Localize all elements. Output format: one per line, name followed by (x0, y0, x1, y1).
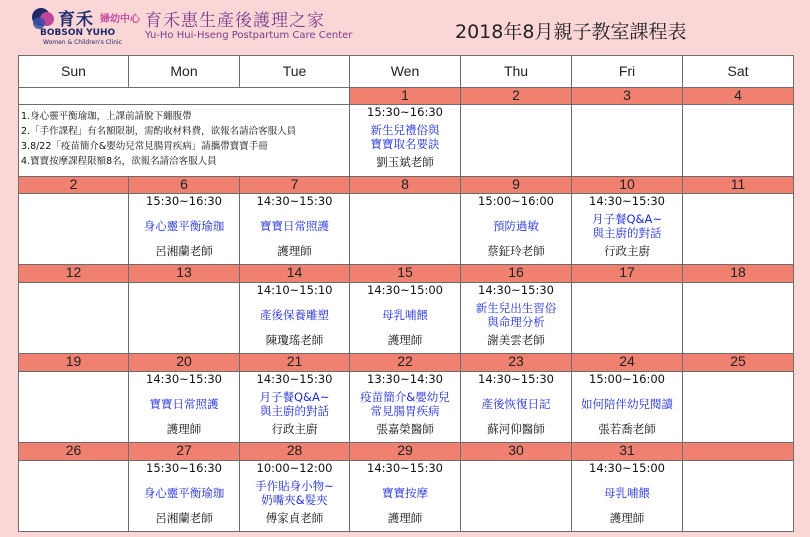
course-cell (240, 194, 350, 265)
course-topic-line: 與主廚的對話 (260, 403, 329, 418)
course-teacher: 護理師 (609, 510, 645, 525)
date-cell: 31 (572, 443, 683, 461)
date-cell: 21 (240, 354, 350, 372)
course-cell (572, 460, 683, 531)
course-teacher: 呂湘蘭老師 (155, 244, 213, 259)
course-topic-line: 預防過敏 (493, 219, 539, 234)
course-time: 15:30~16:30 (146, 194, 222, 209)
course-topic-line: 月子餐Q&A~ (591, 212, 663, 227)
logo-chinese-name: 育禾 (58, 10, 94, 30)
date-cell: 1 (350, 87, 461, 105)
course-time: 14:30~15:30 (478, 283, 554, 297)
course-teacher: 呂湘蘭老師 (155, 510, 213, 525)
course-time: 13:30~14:30 (367, 371, 443, 386)
course-teacher: 護理師 (387, 333, 423, 347)
logo-chinese-subtitle: 婦幼中心 (100, 14, 140, 25)
date-cell: 7 (240, 176, 350, 194)
date-cell: 8 (350, 176, 461, 194)
date-cell: 4 (683, 87, 794, 105)
date-cell: 27 (129, 443, 240, 461)
course-teacher: 張若喬老師 (598, 421, 656, 436)
events-row (19, 283, 794, 354)
note-line: 4.寶寶按摩課程限額8名，欲報名請洽客服人員 (21, 156, 217, 168)
page-title: 2018年8月親子教室課程表 (455, 21, 687, 43)
date-row (19, 443, 794, 461)
course-topic-line: 常見腸胃疾病 (370, 403, 440, 418)
course-topic-line: 與命理分析 (487, 315, 545, 329)
date-row (19, 87, 794, 105)
date-cell: 22 (350, 354, 461, 372)
course-topic-line: 手作貼身小物~ (255, 478, 334, 493)
course-cell (240, 371, 350, 442)
course-topic (144, 486, 225, 500)
empty-course-cell (350, 194, 461, 265)
events-row (19, 105, 794, 176)
events-row (19, 460, 794, 531)
course-topic-line: 母乳哺餵 (604, 485, 650, 500)
date-cell: 11 (683, 176, 794, 194)
course-topic-line: 與主廚的對話 (592, 226, 662, 241)
course-time: 14:30~15:30 (367, 460, 443, 475)
date-cell: 18 (683, 265, 794, 283)
date-cell: 15 (350, 265, 461, 283)
empty-course-cell (572, 105, 683, 176)
date-row (19, 265, 794, 283)
date-cell: 28 (240, 443, 350, 461)
course-teacher: 傅家貞老師 (265, 510, 324, 525)
date-cell: 14 (240, 265, 350, 283)
date-cell: 29 (350, 443, 461, 461)
course-teacher: 陳瓊瑤老師 (265, 333, 324, 347)
course-cell (572, 194, 683, 265)
course-cell (129, 371, 240, 442)
empty-course-cell (19, 194, 129, 265)
course-topic (144, 219, 225, 233)
weekday-header: Sun (19, 56, 129, 88)
course-time: 14:30~15:30 (146, 371, 222, 386)
note-line: 3.8/22「疫苗簡介&嬰幼兒常見腸胃疾病」請攜帶寶寶手冊 (21, 141, 268, 153)
empty-course-cell (572, 283, 683, 354)
empty-date-cell (19, 87, 350, 105)
empty-course-cell (683, 283, 794, 354)
empty-course-cell (461, 105, 572, 176)
date-cell: 23 (461, 354, 572, 372)
course-cell (240, 283, 350, 354)
course-topic (592, 212, 662, 240)
course-cell (129, 460, 240, 531)
date-cell: 10 (572, 176, 683, 194)
course-time: 14:30~15:00 (367, 283, 443, 297)
date-cell: 9 (461, 176, 572, 194)
course-topic (382, 308, 428, 322)
course-topic-line: 新生兒出生習俗 (475, 301, 557, 315)
course-topic-line: 新生兒禮俗與 (370, 123, 440, 138)
logo-english-name: BOBSON YUHO (40, 28, 116, 38)
course-cell (461, 194, 572, 265)
empty-course-cell (19, 283, 129, 354)
course-topic (371, 123, 440, 151)
date-row (19, 176, 794, 194)
course-topic (476, 301, 557, 329)
course-topic (259, 390, 329, 418)
notes-cell (19, 105, 350, 176)
course-topic (260, 219, 329, 233)
weekday-header: Tue (240, 56, 350, 88)
date-cell: 30 (461, 443, 572, 461)
course-topic-line: 奶嘴夾&髮夾 (261, 492, 328, 507)
course-teacher: 護理師 (277, 244, 312, 259)
course-topic (255, 479, 334, 507)
course-topic-line: 月子餐Q&A~ (259, 389, 330, 404)
course-topic-line: 疫苗簡介&嬰幼兒 (360, 389, 450, 404)
date-cell (683, 443, 794, 461)
course-time: 14:30~15:30 (256, 194, 333, 209)
center-name: 育禾惠生產後護理之家 (145, 11, 325, 31)
logo-english-subtitle: Women & Children's Clinic (43, 39, 123, 46)
date-cell: 6 (129, 176, 240, 194)
course-cell (350, 371, 461, 442)
course-teacher: 護理師 (166, 421, 202, 436)
date-cell: 2 (19, 176, 129, 194)
date-cell: 17 (572, 265, 683, 283)
course-teacher: 行政主廚 (604, 244, 650, 259)
course-teacher: 蔡鉦玲老師 (487, 244, 545, 259)
date-cell: 25 (683, 354, 794, 372)
course-topic (493, 219, 539, 233)
empty-course-cell (461, 460, 572, 531)
course-topic (360, 390, 449, 418)
course-teacher: 張嘉榮醫師 (376, 421, 434, 436)
course-time: 10:00~12:00 (256, 460, 333, 475)
course-topic (482, 397, 551, 411)
course-cell (350, 460, 461, 531)
weekday-header: Fri (572, 56, 683, 88)
date-cell: 26 (19, 443, 129, 461)
events-row (19, 371, 794, 442)
date-cell: 3 (572, 87, 683, 105)
date-cell: 20 (129, 354, 240, 372)
course-cell (461, 283, 572, 354)
course-time: 14:30~15:30 (256, 371, 333, 386)
empty-course-cell (683, 105, 794, 176)
course-time: 14:30~15:30 (589, 194, 665, 209)
course-calendar (18, 55, 794, 532)
course-cell (350, 105, 461, 176)
note-line: 1.身心靈平衡瑜珈，上課前請脫下纏腹帶 (21, 111, 192, 123)
course-topic-line: 寶寶日常照護 (260, 219, 329, 234)
course-time: 15:00~16:00 (589, 371, 665, 386)
course-time: 14:10~15:10 (256, 283, 333, 297)
course-teacher: 護理師 (387, 510, 423, 525)
course-teacher: 行政主廚 (271, 421, 318, 436)
course-teacher: 蘇河仰醫師 (487, 421, 545, 436)
course-topic (150, 397, 219, 411)
weekday-header: Thu (461, 56, 572, 88)
course-topic (260, 308, 329, 322)
weekday-header: Sat (683, 56, 794, 88)
events-row (19, 194, 794, 265)
course-cell (350, 283, 461, 354)
course-time: 14:30~15:00 (589, 460, 665, 475)
date-cell: 13 (129, 265, 240, 283)
course-topic-line: 身心靈平衡瑜珈 (143, 219, 225, 234)
course-topic-line: 寶寶按摩 (382, 485, 428, 500)
course-time: 14:30~15:30 (478, 371, 554, 386)
course-topic-line: 如何陪伴幼兒閱讀 (581, 396, 673, 411)
course-teacher: 謝美雲老師 (487, 333, 545, 347)
empty-course-cell (19, 371, 129, 442)
course-topic (581, 397, 673, 411)
date-cell: 19 (19, 354, 129, 372)
date-cell: 2 (461, 87, 572, 105)
empty-course-cell (683, 371, 794, 442)
course-topic (604, 486, 650, 500)
course-time: 15:30~16:30 (367, 105, 443, 120)
date-cell: 16 (461, 265, 572, 283)
course-topic-line: 母乳哺餵 (382, 308, 428, 322)
empty-course-cell (19, 460, 129, 531)
course-cell (240, 460, 350, 531)
empty-course-cell (129, 283, 240, 354)
course-cell (461, 371, 572, 442)
course-topic-line: 寶寶日常照護 (149, 396, 219, 411)
weekday-header: Mon (129, 56, 240, 88)
course-teacher: 劉玉斌老師 (376, 155, 434, 170)
date-row (19, 354, 794, 372)
course-topic-line: 身心靈平衡瑜珈 (143, 485, 225, 500)
course-time: 15:30~16:30 (146, 460, 222, 475)
center-name-english: Yu-Ho Hui-Hseng Postpartum Care Center (145, 30, 353, 41)
empty-course-cell (683, 194, 794, 265)
course-cell (129, 194, 240, 265)
date-cell: 12 (19, 265, 129, 283)
course-topic (382, 486, 428, 500)
weekday-header: Wen (350, 56, 461, 88)
course-time: 15:00~16:00 (478, 194, 554, 209)
course-topic-line: 寶寶取名要訣 (370, 137, 440, 152)
course-cell (572, 371, 683, 442)
course-topic-line: 產後恢復日記 (481, 396, 551, 411)
date-cell: 24 (572, 354, 683, 372)
weekday-header-row (19, 56, 794, 88)
page-header (0, 0, 810, 54)
note-line: 2.「手作課程」有名額限制，需酌收材料費，欲報名請洽客服人員 (21, 126, 297, 138)
empty-course-cell (683, 460, 794, 531)
course-topic-line: 產後保養雕塑 (260, 308, 329, 322)
